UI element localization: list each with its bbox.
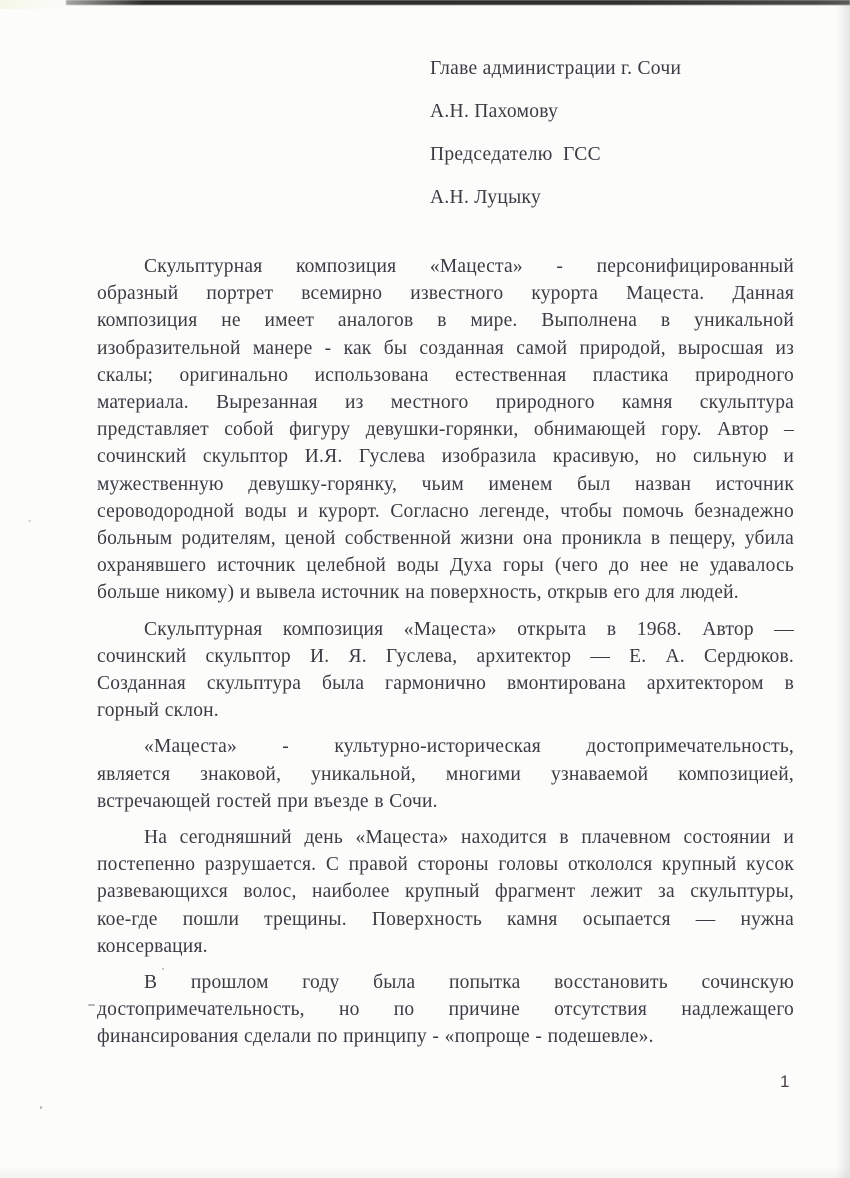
text-line: горный склон. [97,700,219,722]
scan-smudge-bottom [0,1166,850,1178]
text-line: На сегодняшний день «Мацеста» находится в плачевном состоянии и [144,827,794,849]
text-line: сероводородной воды и курорт. Согласно легенде, чтобы помочь безнадежно [97,500,794,522]
text-line: Скульптурная композиция «Мацеста» открыта в 1968. Автор — [144,618,794,640]
scan-speck [28,520,31,522]
text-line: Скульптурная композиция «Мацеста» - персонифицированный [144,256,794,277]
scan-edge-shadow-right [836,0,850,1178]
text-line: В прошлом году была попытка восстановить сочинскую [144,972,794,994]
text-line: сочинский скульптор И. Я. Гуслева, архитектор — Е. А. Сердюков. [97,645,794,667]
text-line: развевающихся волос, наиболее крупный фрагмент лежит за скульптуры, [97,881,794,903]
text-line: финансирования сделали по принципу - «попроще - подешевле». [97,1026,654,1048]
text-line: охранявшего источник целебной воды Духа горы (чего до нее не удавалось [97,555,794,577]
text-line: больным родителям, ценой собственной жизни она проникла в пещеру, убила [97,528,794,550]
text-line: мужественную девушку-горянку, чьим именем был назван источник [97,473,794,495]
text-line: кое-где пошли трещины. Поверхность камня осыпается — нужна [97,908,794,930]
scan-speck [88,1004,95,1006]
text-line: образный портрет всемирно известного курорта Мацеста. Данная [97,283,794,305]
paragraph [97,824,794,960]
recipient-line: А.Н. Луцыку [430,187,542,208]
text-line: консервация. [97,935,208,957]
text-line: представляет собой фигуру девушки-горянки, обнимающей гору. Автор – [97,419,794,441]
text-line: изобразительной манере - как бы созданная самой природой, выросшая из [97,337,794,359]
paragraph [97,969,794,1051]
text-line: материала. Вырезанная из местного природного камня скульптура [97,392,794,414]
recipient-line: А.Н. Пахомову [430,101,559,122]
scan-corner-tint [0,0,70,9]
paragraph [97,733,794,815]
recipient-line: Главе администрации г. Сочи [430,58,682,79]
text-line: скалы; оригинально использована естественная пластика природного [97,364,794,386]
text-line: достопримечательность, но по причине отсутствия надлежащего [97,999,794,1021]
text-line: больше никому) и вывела источник на поверхность, открыв его для людей. [97,582,739,604]
scan-speck [40,1106,42,1109]
recipient-line: Председателю ГСС [430,144,601,165]
text-line: «Мацеста» - культурно-историческая достопримечательность, [144,736,794,758]
text-line: композиция не имеет аналогов в мире. Выполнена в уникальной [97,310,794,332]
page-number: 1 [780,1072,790,1091]
letter-body [97,253,794,1060]
text-line: Созданная скульптура была гармонично вмонтирована архитектором в [97,673,794,695]
text-line: постепенно разрушается. С правой стороны головы откололся крупный кусок [97,854,794,876]
paragraph [97,616,794,725]
text-line: является знаковой, уникальной, многими узнаваемой композицией, [97,763,794,785]
scan-edge-artifact-top [66,0,850,5]
text-line: сочинский скульптор И.Я. Гуслева изобразила красивую, но сильную и [97,446,794,468]
paragraph [97,253,794,607]
recipient-block [430,58,790,230]
text-line: встречающей гостей при въезде в Сочи. [97,790,438,812]
